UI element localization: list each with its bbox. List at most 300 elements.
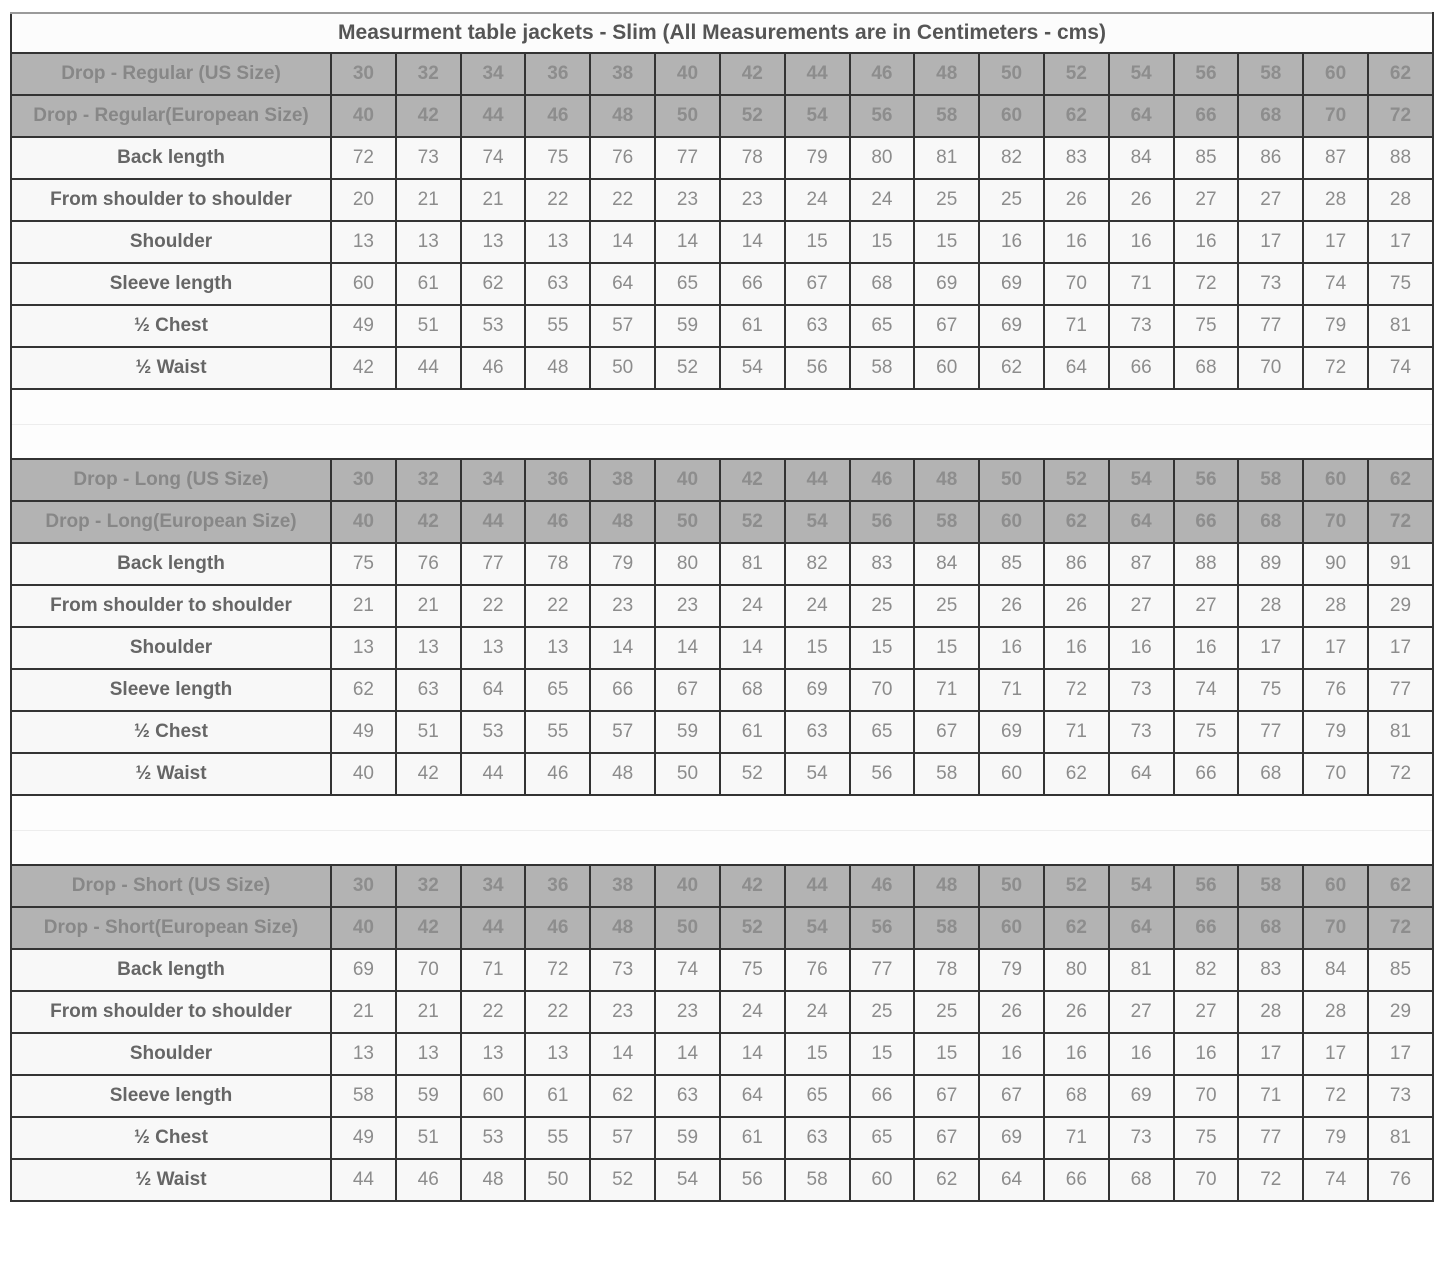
- eu-size-cell: 52: [720, 501, 785, 543]
- value-cell: 74: [461, 137, 526, 179]
- measurement-row: [11, 347, 1433, 389]
- value-cell: 72: [331, 137, 396, 179]
- value-cell: 76: [1303, 669, 1368, 711]
- value-cell: 77: [1238, 711, 1303, 753]
- us-size-cell: 44: [785, 865, 850, 907]
- eu-size-cell: 48: [590, 501, 655, 543]
- eu-size-cell: 70: [1303, 95, 1368, 137]
- value-cell: 81: [1368, 305, 1433, 347]
- value-cell: 69: [785, 669, 850, 711]
- us-size-cell: 58: [1238, 865, 1303, 907]
- value-cell: 75: [1174, 305, 1239, 347]
- value-cell: 82: [1174, 949, 1239, 991]
- value-cell: 77: [1368, 669, 1433, 711]
- value-cell: 14: [590, 1033, 655, 1075]
- value-cell: 78: [720, 137, 785, 179]
- eu-size-cell: 64: [1109, 501, 1174, 543]
- eu-size-cell: 68: [1238, 907, 1303, 949]
- value-cell: 85: [1368, 949, 1433, 991]
- value-cell: 74: [655, 949, 720, 991]
- value-cell: 58: [850, 347, 915, 389]
- value-cell: 73: [1368, 1075, 1433, 1117]
- us-size-cell: 32: [396, 865, 461, 907]
- us-size-cell: 48: [914, 459, 979, 501]
- value-cell: 14: [720, 221, 785, 263]
- value-cell: 49: [331, 711, 396, 753]
- eu-size-cell: 68: [1238, 95, 1303, 137]
- us-size-cell: 52: [1044, 459, 1109, 501]
- measurement-label: Back length: [11, 137, 331, 179]
- value-cell: 62: [979, 347, 1044, 389]
- value-cell: 68: [1174, 347, 1239, 389]
- us-size-cell: 30: [331, 459, 396, 501]
- us-size-cell: 52: [1044, 865, 1109, 907]
- value-cell: 27: [1174, 179, 1239, 221]
- value-cell: 28: [1238, 585, 1303, 627]
- value-cell: 73: [1109, 669, 1174, 711]
- value-cell: 73: [396, 137, 461, 179]
- value-cell: 69: [1109, 1075, 1174, 1117]
- value-cell: 49: [331, 1117, 396, 1159]
- value-cell: 75: [525, 137, 590, 179]
- value-cell: 25: [850, 991, 915, 1033]
- value-cell: 44: [396, 347, 461, 389]
- measurement-row: [11, 221, 1433, 263]
- value-cell: 46: [396, 1159, 461, 1201]
- value-cell: 71: [461, 949, 526, 991]
- measurement-row: [11, 543, 1433, 585]
- value-cell: 21: [396, 585, 461, 627]
- section-spacer: [11, 830, 1433, 865]
- value-cell: 79: [979, 949, 1044, 991]
- value-cell: 79: [785, 137, 850, 179]
- value-cell: 73: [1109, 305, 1174, 347]
- value-cell: 87: [1303, 137, 1368, 179]
- value-cell: 76: [785, 949, 850, 991]
- value-cell: 42: [331, 347, 396, 389]
- section-eu-label: Drop - Long(European Size): [11, 501, 331, 543]
- value-cell: 20: [331, 179, 396, 221]
- value-cell: 16: [1109, 627, 1174, 669]
- us-size-cell: 46: [850, 459, 915, 501]
- value-cell: 63: [396, 669, 461, 711]
- value-cell: 25: [914, 991, 979, 1033]
- eu-size-cell: 62: [1044, 501, 1109, 543]
- value-cell: 50: [655, 753, 720, 795]
- value-cell: 17: [1368, 627, 1433, 669]
- value-cell: 17: [1238, 1033, 1303, 1075]
- measurement-row: [11, 263, 1433, 305]
- value-cell: 13: [525, 1033, 590, 1075]
- value-cell: 24: [785, 991, 850, 1033]
- value-cell: 71: [1109, 263, 1174, 305]
- value-cell: 58: [331, 1075, 396, 1117]
- us-size-cell: 56: [1174, 459, 1239, 501]
- value-cell: 78: [914, 949, 979, 991]
- value-cell: 67: [655, 669, 720, 711]
- value-cell: 15: [914, 221, 979, 263]
- eu-size-cell: 46: [525, 501, 590, 543]
- spacer-cell: [11, 424, 1433, 459]
- header-row-eu-sizes: [11, 907, 1433, 949]
- value-cell: 14: [655, 1033, 720, 1075]
- value-cell: 13: [461, 627, 526, 669]
- value-cell: 72: [1368, 753, 1433, 795]
- value-cell: 74: [1303, 263, 1368, 305]
- value-cell: 61: [720, 305, 785, 347]
- measurement-label: Back length: [11, 543, 331, 585]
- value-cell: 73: [1238, 263, 1303, 305]
- value-cell: 56: [850, 753, 915, 795]
- value-cell: 82: [785, 543, 850, 585]
- value-cell: 16: [979, 627, 1044, 669]
- value-cell: 16: [1044, 221, 1109, 263]
- eu-size-cell: 54: [785, 907, 850, 949]
- value-cell: 63: [785, 305, 850, 347]
- us-size-cell: 60: [1303, 865, 1368, 907]
- section-us-label: Drop - Long (US Size): [11, 459, 331, 501]
- eu-size-cell: 50: [655, 501, 720, 543]
- value-cell: 68: [1109, 1159, 1174, 1201]
- value-cell: 64: [590, 263, 655, 305]
- us-size-cell: 62: [1368, 865, 1433, 907]
- value-cell: 90: [1303, 543, 1368, 585]
- value-cell: 63: [525, 263, 590, 305]
- value-cell: 27: [1174, 585, 1239, 627]
- value-cell: 79: [1303, 305, 1368, 347]
- value-cell: 13: [331, 627, 396, 669]
- value-cell: 16: [1044, 627, 1109, 669]
- spacer-cell: [11, 795, 1433, 830]
- value-cell: 70: [850, 669, 915, 711]
- value-cell: 15: [850, 221, 915, 263]
- value-cell: 48: [461, 1159, 526, 1201]
- header-row-eu-sizes: [11, 501, 1433, 543]
- value-cell: 56: [785, 347, 850, 389]
- value-cell: 69: [979, 263, 1044, 305]
- value-cell: 66: [720, 263, 785, 305]
- us-size-cell: 62: [1368, 53, 1433, 95]
- value-cell: 68: [720, 669, 785, 711]
- value-cell: 24: [850, 179, 915, 221]
- value-cell: 29: [1368, 585, 1433, 627]
- us-size-cell: 32: [396, 459, 461, 501]
- us-size-cell: 58: [1238, 53, 1303, 95]
- us-size-cell: 36: [525, 459, 590, 501]
- section-spacer: [11, 795, 1433, 830]
- value-cell: 81: [1368, 1117, 1433, 1159]
- value-cell: 71: [979, 669, 1044, 711]
- value-cell: 27: [1238, 179, 1303, 221]
- value-cell: 17: [1368, 221, 1433, 263]
- section-eu-label: Drop - Regular(European Size): [11, 95, 331, 137]
- value-cell: 15: [785, 221, 850, 263]
- value-cell: 72: [1303, 1075, 1368, 1117]
- value-cell: 59: [396, 1075, 461, 1117]
- value-cell: 26: [1044, 991, 1109, 1033]
- value-cell: 14: [655, 627, 720, 669]
- value-cell: 14: [590, 627, 655, 669]
- value-cell: 69: [331, 949, 396, 991]
- value-cell: 60: [461, 1075, 526, 1117]
- value-cell: 16: [1044, 1033, 1109, 1075]
- value-cell: 13: [525, 221, 590, 263]
- value-cell: 80: [655, 543, 720, 585]
- value-cell: 68: [850, 263, 915, 305]
- eu-size-cell: 72: [1368, 907, 1433, 949]
- value-cell: 76: [1368, 1159, 1433, 1201]
- value-cell: 84: [1303, 949, 1368, 991]
- eu-size-cell: 40: [331, 907, 396, 949]
- eu-size-cell: 56: [850, 501, 915, 543]
- us-size-cell: 60: [1303, 459, 1368, 501]
- eu-size-cell: 66: [1174, 501, 1239, 543]
- value-cell: 44: [461, 753, 526, 795]
- value-cell: 69: [979, 305, 1044, 347]
- value-cell: 24: [720, 991, 785, 1033]
- value-cell: 55: [525, 711, 590, 753]
- eu-size-cell: 72: [1368, 95, 1433, 137]
- value-cell: 66: [590, 669, 655, 711]
- value-cell: 23: [655, 585, 720, 627]
- value-cell: 15: [850, 1033, 915, 1075]
- value-cell: 58: [914, 753, 979, 795]
- eu-size-cell: 42: [396, 501, 461, 543]
- eu-size-cell: 60: [979, 95, 1044, 137]
- value-cell: 82: [979, 137, 1044, 179]
- value-cell: 70: [1238, 347, 1303, 389]
- value-cell: 77: [1238, 305, 1303, 347]
- value-cell: 65: [785, 1075, 850, 1117]
- value-cell: 86: [1238, 137, 1303, 179]
- measurement-row: [11, 711, 1433, 753]
- value-cell: 56: [720, 1159, 785, 1201]
- value-cell: 50: [590, 347, 655, 389]
- value-cell: 67: [914, 1075, 979, 1117]
- us-size-cell: 46: [850, 53, 915, 95]
- value-cell: 15: [914, 627, 979, 669]
- value-cell: 91: [1368, 543, 1433, 585]
- value-cell: 70: [396, 949, 461, 991]
- value-cell: 65: [850, 711, 915, 753]
- us-size-cell: 54: [1109, 459, 1174, 501]
- us-size-cell: 34: [461, 865, 526, 907]
- us-size-cell: 50: [979, 459, 1044, 501]
- eu-size-cell: 66: [1174, 95, 1239, 137]
- eu-size-cell: 54: [785, 501, 850, 543]
- value-cell: 84: [914, 543, 979, 585]
- us-size-cell: 54: [1109, 865, 1174, 907]
- value-cell: 53: [461, 305, 526, 347]
- value-cell: 80: [850, 137, 915, 179]
- value-cell: 59: [655, 711, 720, 753]
- us-size-cell: 36: [525, 53, 590, 95]
- value-cell: 14: [720, 1033, 785, 1075]
- value-cell: 51: [396, 1117, 461, 1159]
- eu-size-cell: 40: [331, 95, 396, 137]
- measurement-label: ½ Chest: [11, 1117, 331, 1159]
- us-size-cell: 30: [331, 865, 396, 907]
- value-cell: 53: [461, 711, 526, 753]
- value-cell: 16: [1109, 1033, 1174, 1075]
- value-cell: 60: [850, 1159, 915, 1201]
- value-cell: 15: [785, 1033, 850, 1075]
- value-cell: 29: [1368, 991, 1433, 1033]
- value-cell: 16: [1109, 221, 1174, 263]
- eu-size-cell: 64: [1109, 907, 1174, 949]
- value-cell: 71: [1044, 711, 1109, 753]
- value-cell: 64: [1044, 347, 1109, 389]
- value-cell: 49: [331, 305, 396, 347]
- value-cell: 61: [525, 1075, 590, 1117]
- value-cell: 63: [785, 711, 850, 753]
- value-cell: 25: [914, 179, 979, 221]
- value-cell: 89: [1238, 543, 1303, 585]
- value-cell: 62: [461, 263, 526, 305]
- value-cell: 48: [525, 347, 590, 389]
- value-cell: 77: [850, 949, 915, 991]
- value-cell: 13: [525, 627, 590, 669]
- header-row-us-sizes: [11, 459, 1433, 501]
- eu-size-cell: 52: [720, 907, 785, 949]
- header-row-eu-sizes: [11, 95, 1433, 137]
- value-cell: 60: [979, 753, 1044, 795]
- value-cell: 86: [1044, 543, 1109, 585]
- value-cell: 73: [1109, 711, 1174, 753]
- eu-size-cell: 70: [1303, 501, 1368, 543]
- us-size-cell: 36: [525, 865, 590, 907]
- eu-size-cell: 58: [914, 907, 979, 949]
- value-cell: 14: [720, 627, 785, 669]
- measurement-label: ½ Waist: [11, 753, 331, 795]
- value-cell: 79: [1303, 1117, 1368, 1159]
- value-cell: 67: [785, 263, 850, 305]
- value-cell: 74: [1368, 347, 1433, 389]
- value-cell: 76: [590, 137, 655, 179]
- value-cell: 64: [979, 1159, 1044, 1201]
- value-cell: 59: [655, 1117, 720, 1159]
- value-cell: 22: [525, 991, 590, 1033]
- value-cell: 80: [1044, 949, 1109, 991]
- value-cell: 84: [1109, 137, 1174, 179]
- measurement-row: [11, 991, 1433, 1033]
- value-cell: 57: [590, 711, 655, 753]
- us-size-cell: 32: [396, 53, 461, 95]
- value-cell: 61: [396, 263, 461, 305]
- value-cell: 68: [1238, 753, 1303, 795]
- value-cell: 74: [1303, 1159, 1368, 1201]
- us-size-cell: 40: [655, 459, 720, 501]
- value-cell: 48: [590, 753, 655, 795]
- value-cell: 65: [525, 669, 590, 711]
- measurement-label: Shoulder: [11, 221, 331, 263]
- value-cell: 75: [1368, 263, 1433, 305]
- measurement-label: ½ Chest: [11, 711, 331, 753]
- value-cell: 28: [1238, 991, 1303, 1033]
- eu-size-cell: 56: [850, 907, 915, 949]
- eu-size-cell: 72: [1368, 501, 1433, 543]
- value-cell: 66: [850, 1075, 915, 1117]
- value-cell: 83: [1044, 137, 1109, 179]
- value-cell: 16: [1174, 221, 1239, 263]
- value-cell: 25: [914, 585, 979, 627]
- value-cell: 62: [1044, 753, 1109, 795]
- value-cell: 71: [1044, 305, 1109, 347]
- value-cell: 27: [1109, 585, 1174, 627]
- us-size-cell: 34: [461, 53, 526, 95]
- value-cell: 64: [461, 669, 526, 711]
- value-cell: 23: [590, 991, 655, 1033]
- measurement-label: From shoulder to shoulder: [11, 179, 331, 221]
- value-cell: 59: [655, 305, 720, 347]
- us-size-cell: 42: [720, 53, 785, 95]
- value-cell: 73: [1109, 1117, 1174, 1159]
- value-cell: 16: [979, 221, 1044, 263]
- measurement-row: [11, 1033, 1433, 1075]
- value-cell: 62: [331, 669, 396, 711]
- value-cell: 46: [461, 347, 526, 389]
- value-cell: 74: [1174, 669, 1239, 711]
- us-size-cell: 30: [331, 53, 396, 95]
- value-cell: 67: [914, 1117, 979, 1159]
- value-cell: 22: [461, 991, 526, 1033]
- measurement-row: [11, 753, 1433, 795]
- value-cell: 66: [1044, 1159, 1109, 1201]
- value-cell: 40: [331, 753, 396, 795]
- value-cell: 64: [720, 1075, 785, 1117]
- value-cell: 85: [1174, 137, 1239, 179]
- eu-size-cell: 68: [1238, 501, 1303, 543]
- value-cell: 22: [525, 179, 590, 221]
- value-cell: 22: [590, 179, 655, 221]
- section-spacer: [11, 424, 1433, 459]
- value-cell: 62: [914, 1159, 979, 1201]
- measurement-label: ½ Waist: [11, 347, 331, 389]
- eu-size-cell: 70: [1303, 907, 1368, 949]
- value-cell: 13: [396, 1033, 461, 1075]
- value-cell: 54: [785, 753, 850, 795]
- section-us-label: Drop - Regular (US Size): [11, 53, 331, 95]
- value-cell: 13: [331, 221, 396, 263]
- value-cell: 81: [914, 137, 979, 179]
- value-cell: 83: [850, 543, 915, 585]
- value-cell: 16: [979, 1033, 1044, 1075]
- us-size-cell: 38: [590, 865, 655, 907]
- value-cell: 24: [785, 179, 850, 221]
- eu-size-cell: 60: [979, 907, 1044, 949]
- value-cell: 15: [785, 627, 850, 669]
- value-cell: 21: [331, 991, 396, 1033]
- value-cell: 21: [331, 585, 396, 627]
- eu-size-cell: 46: [525, 907, 590, 949]
- value-cell: 61: [720, 1117, 785, 1159]
- measurement-label: Sleeve length: [11, 669, 331, 711]
- value-cell: 17: [1303, 221, 1368, 263]
- measurement-label: From shoulder to shoulder: [11, 585, 331, 627]
- value-cell: 57: [590, 1117, 655, 1159]
- value-cell: 26: [979, 991, 1044, 1033]
- us-size-cell: 42: [720, 865, 785, 907]
- measurement-table-body: [11, 13, 1433, 1201]
- value-cell: 57: [590, 305, 655, 347]
- value-cell: 28: [1303, 991, 1368, 1033]
- header-row-us-sizes: [11, 865, 1433, 907]
- value-cell: 51: [396, 711, 461, 753]
- value-cell: 24: [720, 585, 785, 627]
- eu-size-cell: 50: [655, 907, 720, 949]
- us-size-cell: 56: [1174, 865, 1239, 907]
- eu-size-cell: 52: [720, 95, 785, 137]
